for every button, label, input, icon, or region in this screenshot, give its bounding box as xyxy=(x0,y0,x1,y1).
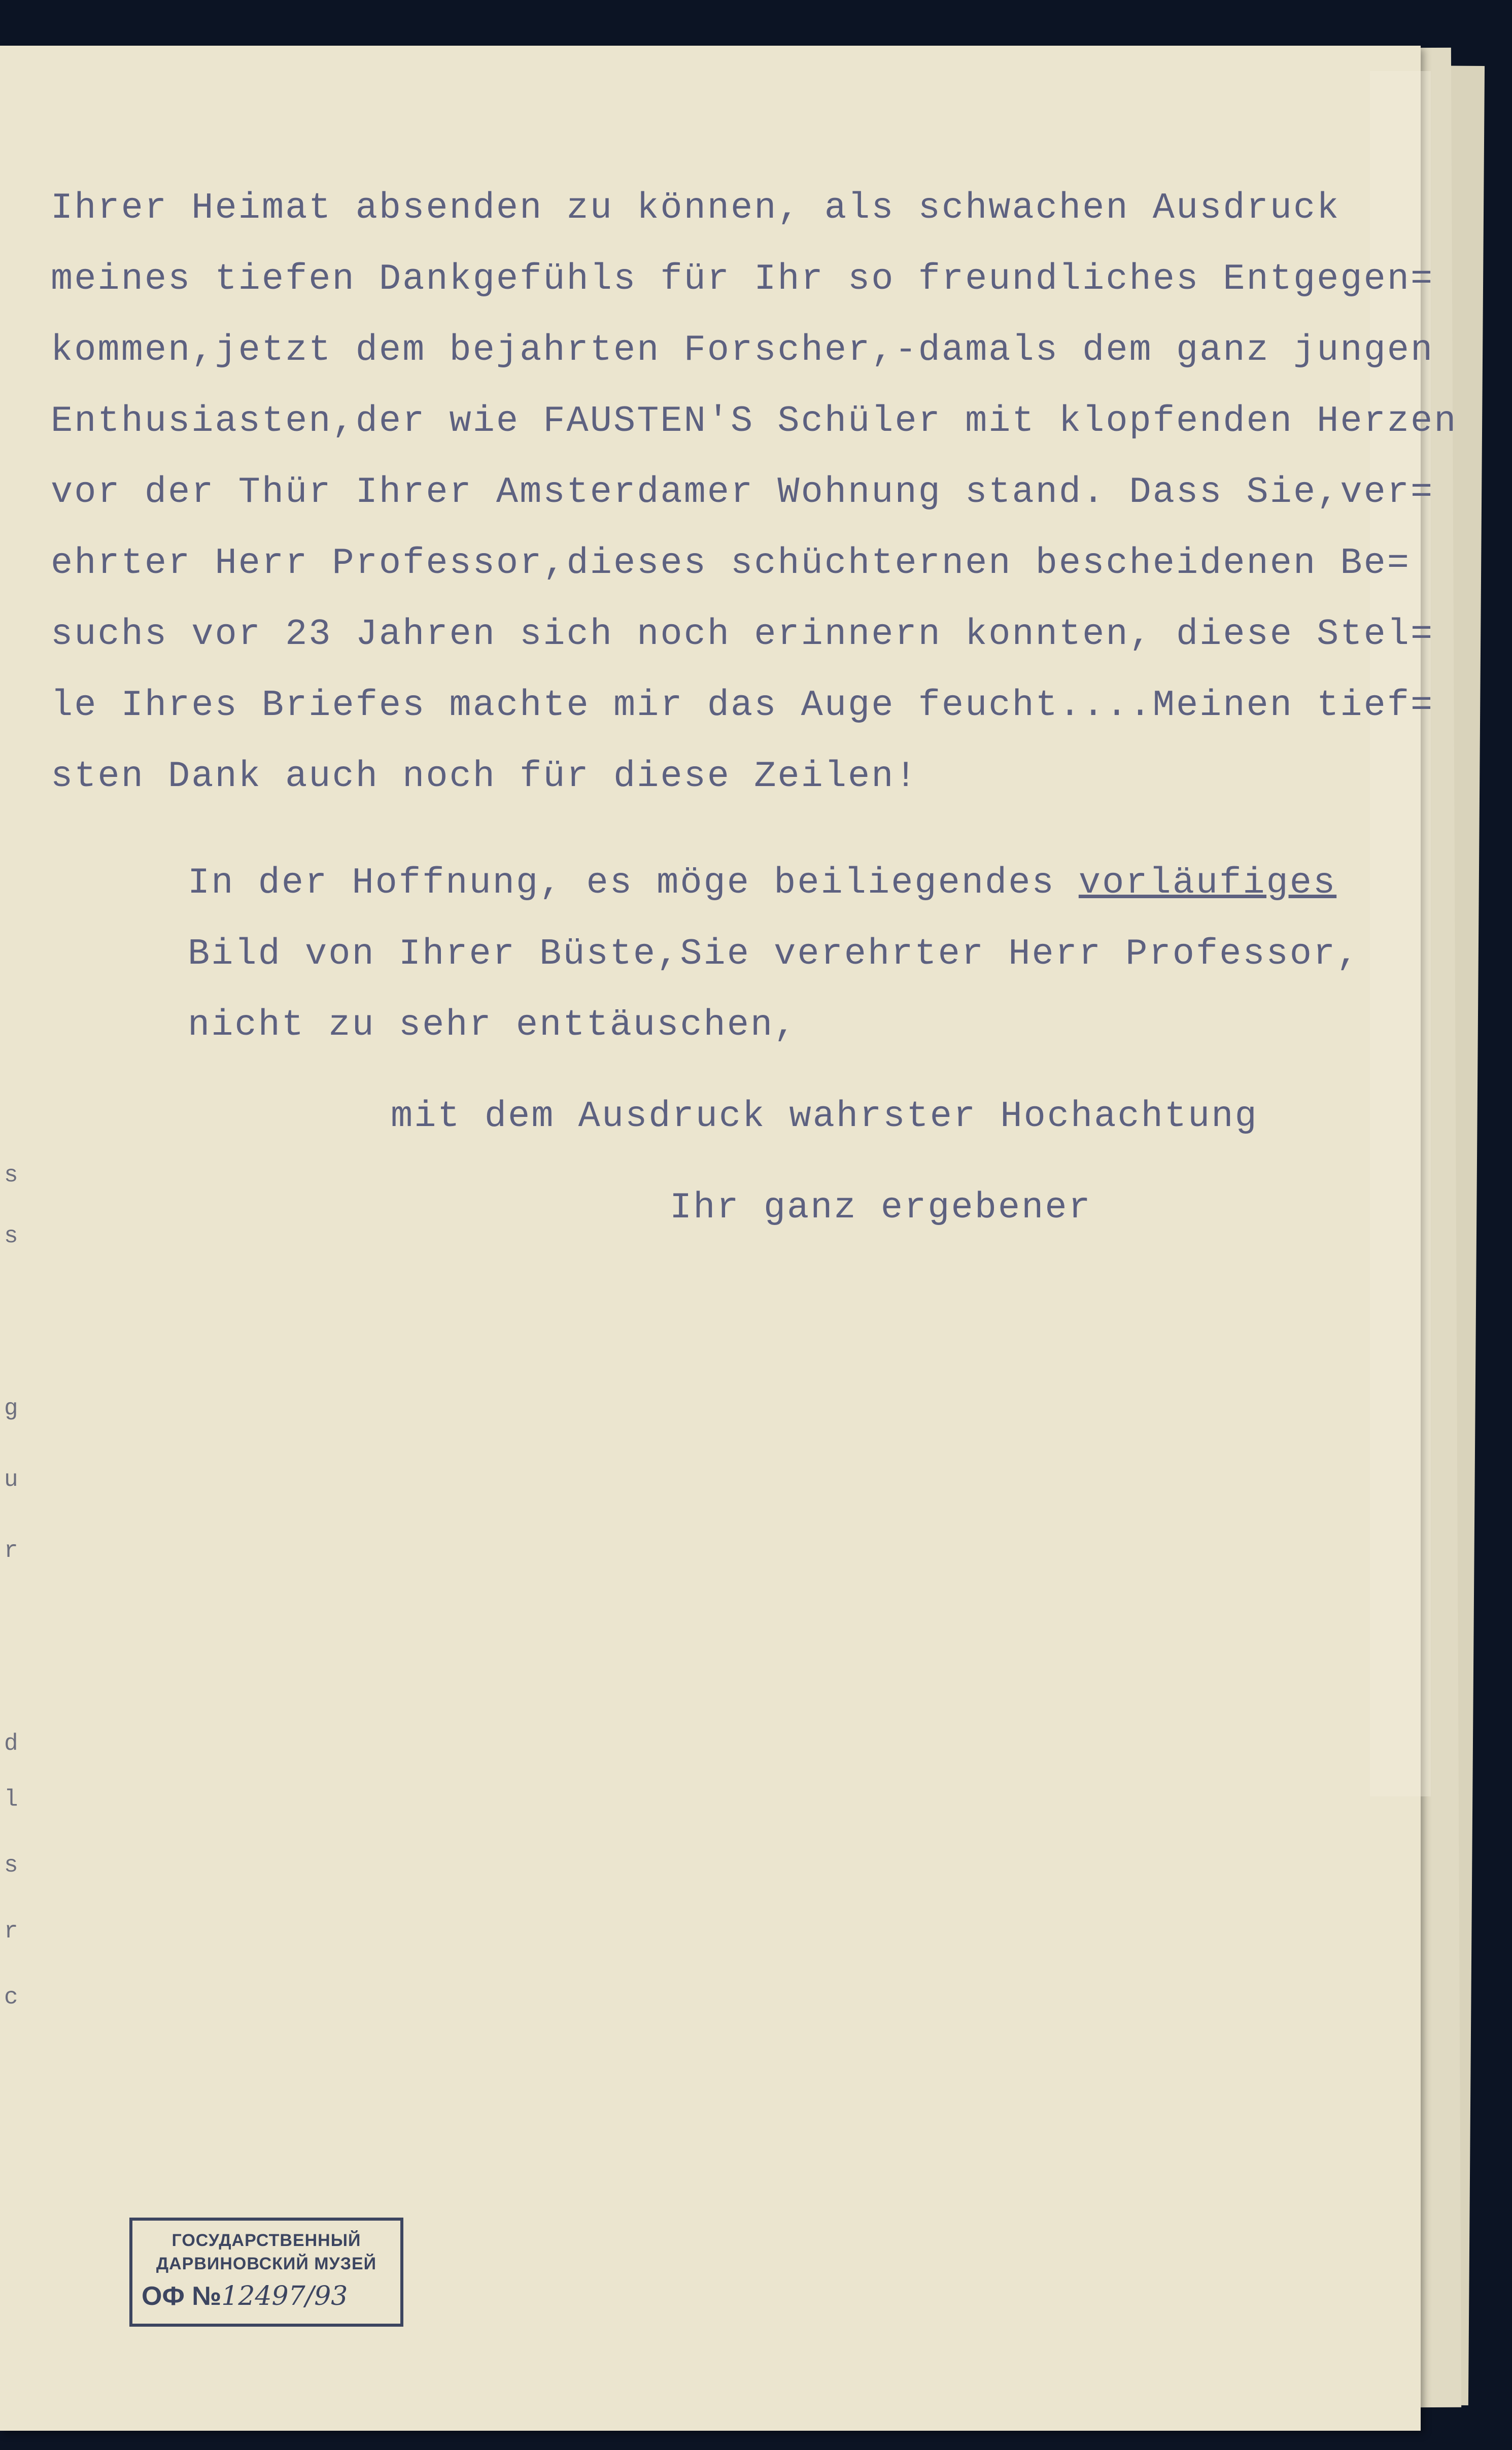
edge-fragment: s xyxy=(4,1162,18,1188)
text-line: Enthusiasten,der wie FAUSTEN'S Schüler mit klopfenden Herzen xyxy=(51,400,1458,442)
paragraph-2 xyxy=(51,847,1380,1243)
edge-fragment: s xyxy=(4,1223,18,1249)
edge-fragment: g xyxy=(4,1396,18,1422)
stamp-line-1: ГОСУДАРСТВЕННЫЙ xyxy=(171,2231,361,2250)
text-line: ehrter Herr Professor,dieses schüchternen bescheidenen Be= xyxy=(51,542,1411,584)
text-line: nicht zu sehr enttäuschen, xyxy=(188,1004,798,1046)
stamp-line-2: ДАРВИНОВСКИЙ МУЗЕЙ xyxy=(156,2254,377,2273)
text-line: Bild von Ihrer Büste,Sie verehrter Herr Professor, xyxy=(188,933,1360,975)
text-fragment: In der Hoffnung, es möge beiliegendes xyxy=(188,862,1079,904)
text-line: le Ihres Briefes machte mir das Auge feucht....Meinen tief= xyxy=(51,685,1434,726)
text-line: meines tiefen Dankgefühls für Ihr so freundliches Entgegen= xyxy=(51,258,1434,300)
edge-fragment: s xyxy=(4,1852,18,1879)
stamp-line-3 xyxy=(142,2278,391,2314)
edge-fragment: c xyxy=(4,1984,18,2011)
museum-stamp xyxy=(129,2218,403,2327)
paragraph-1 xyxy=(51,173,1458,812)
edge-fragment: d xyxy=(4,1730,18,1757)
text-line: suchs vor 23 Jahren sich noch erinnern konnten, diese Stel= xyxy=(51,614,1434,655)
text-line xyxy=(51,847,1380,918)
text-line: kommen,jetzt dem bejahrten Forscher,-damals dem ganz jungen xyxy=(51,329,1434,371)
edge-fragment: r xyxy=(4,1918,18,1945)
letter-text xyxy=(51,173,1458,1243)
stamp-number: 12497/93 xyxy=(221,2281,348,2311)
text-line: vor der Thür Ihrer Amsterdamer Wohnung stand. Dass Sie,ver= xyxy=(51,471,1434,513)
stamp-prefix: ОФ № xyxy=(142,2282,222,2311)
closing-line: mit dem Ausdruck wahrster Hochachtung xyxy=(391,1096,1258,1137)
signature-line: Ihr ganz ergebener xyxy=(670,1187,1092,1229)
edge-fragment: r xyxy=(4,1538,18,1564)
text-line: sten Dank auch noch für diese Zeilen! xyxy=(51,756,918,797)
text-line: Ihrer Heimat absenden zu können, als schwachen Ausdruck xyxy=(51,187,1341,229)
edge-fragment: l xyxy=(4,1786,18,1813)
underlined-word: vorläufiges xyxy=(1078,862,1337,904)
edge-fragment: u xyxy=(4,1467,18,1493)
